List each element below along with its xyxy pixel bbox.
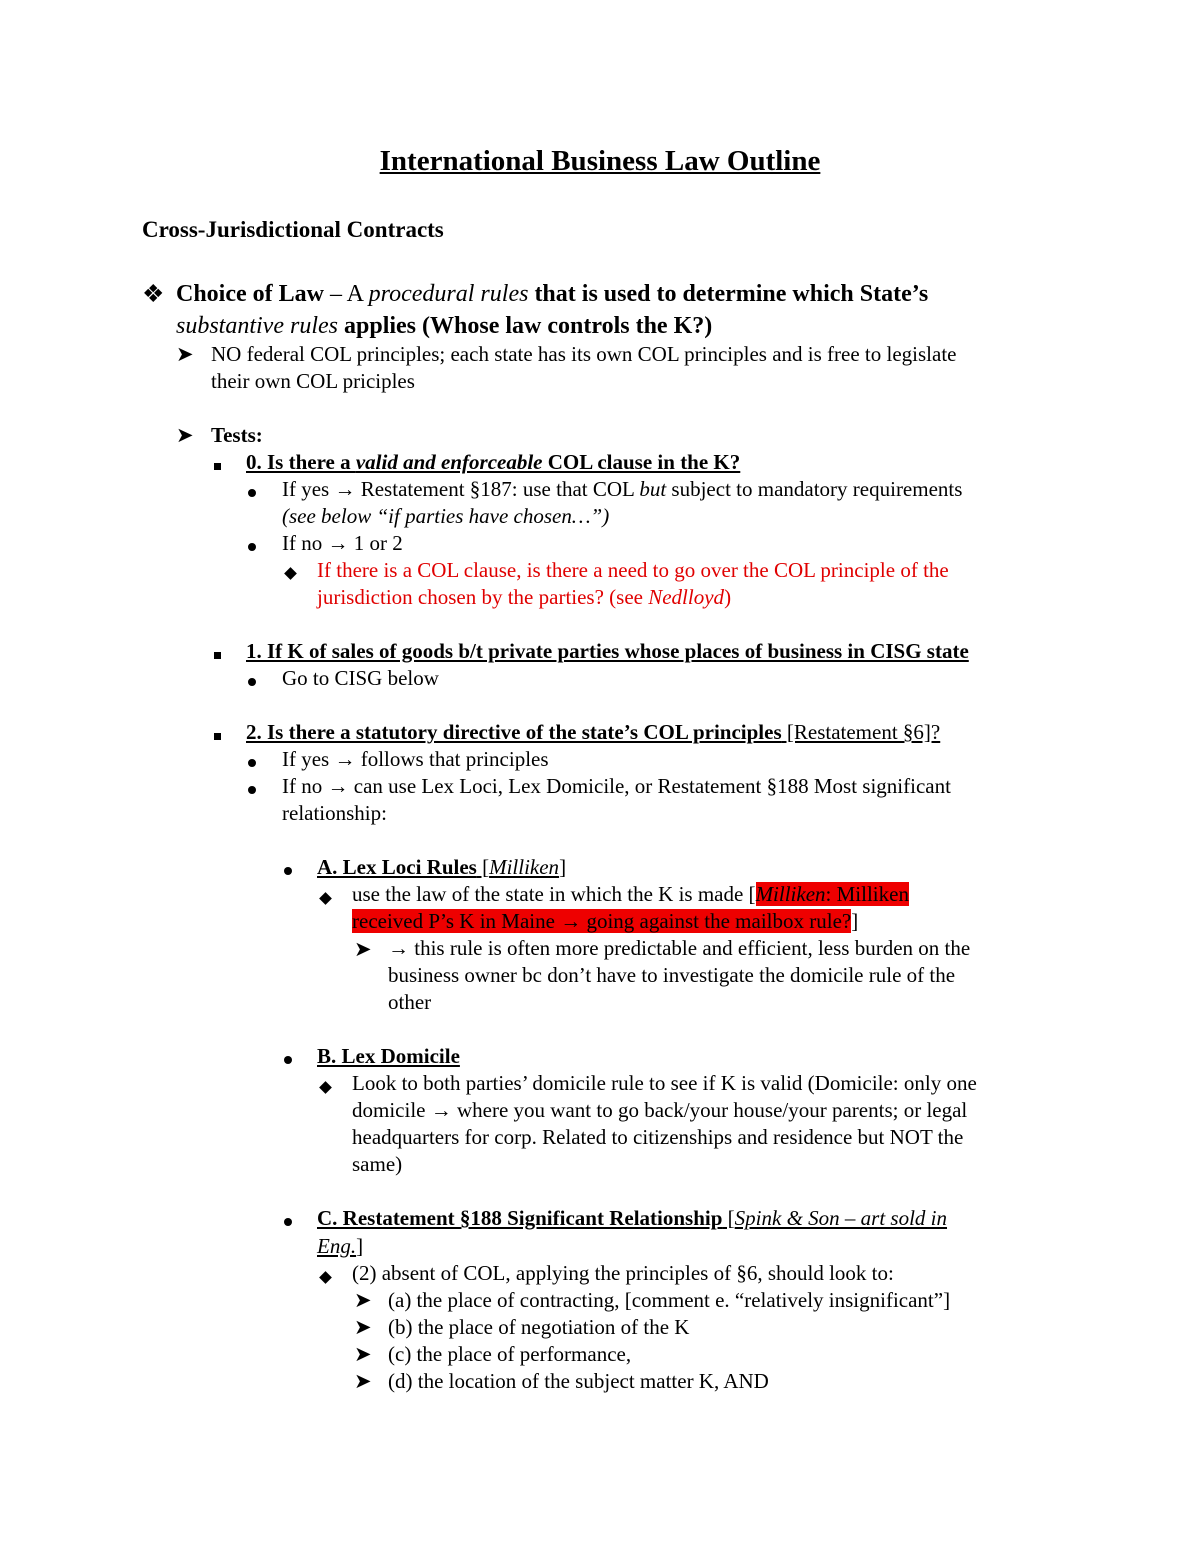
choice-of-law-term: Choice of Law xyxy=(176,281,324,307)
applies-text: applies ( xyxy=(338,313,431,339)
dot-bullet-icon xyxy=(248,747,256,774)
lex-loci-note-line3: other xyxy=(388,990,432,1014)
arrow-bullet-icon: ➤ xyxy=(176,342,194,366)
milliken-case: Milliken xyxy=(755,882,826,906)
lex-loci-title: A. Lex Loci Rules xyxy=(317,855,477,879)
lex-loci-bracket-close: ] xyxy=(559,855,567,879)
test-2-no-line2: relationship: xyxy=(282,801,387,825)
restatement-188-intro: (2) absent of COL, applying the principles of §6, should look to: xyxy=(352,1261,894,1285)
dot-bullet-icon xyxy=(284,1206,292,1233)
nedlloyd-case: Nedlloyd xyxy=(648,585,725,609)
right-arrow-icon: → xyxy=(430,1098,452,1122)
restatement-188-item: (d) the location of the subject matter K, AND xyxy=(388,1369,769,1393)
diamond-bullet-icon xyxy=(321,1072,330,1099)
yes-text: If yes xyxy=(282,747,335,771)
lex-loci-rule-text: use the law of the state in which the K is made [ xyxy=(352,882,756,906)
test-1-question: 1. If K of sales of goods b/t private parties whose places of business in CISG state xyxy=(246,639,969,663)
mandatory-text: subject to mandatory requirements xyxy=(666,477,963,501)
red-line2-close: ) xyxy=(724,585,732,609)
highlight-text: : Milliken xyxy=(825,882,909,906)
highlighted-note xyxy=(352,909,851,933)
tests-label: Tests: xyxy=(211,423,263,447)
spink-case: Spink & Son – art sold in xyxy=(734,1206,948,1230)
lex-domicile-line4: same) xyxy=(352,1152,403,1176)
dot-bullet-icon xyxy=(284,1044,292,1071)
procedural-rules-text: procedural rules xyxy=(368,281,529,307)
col-note-line2: their own COL priciples xyxy=(211,369,415,393)
bracket-open: [ xyxy=(722,1206,735,1230)
no-outcome-text: can use Lex Loci, Lex Domicile, or Restatement §188 Most significant xyxy=(348,774,951,798)
square-bullet-icon xyxy=(214,720,221,747)
restatement-188-item: (c) the place of performance, xyxy=(388,1342,632,1366)
lex-domicile-title: B. Lex Domicile xyxy=(317,1044,460,1068)
arrow-bullet-icon: ➤ xyxy=(354,1369,372,1393)
restatement-188-item: (b) the place of negotiation of the K xyxy=(388,1315,690,1339)
arrow-bullet-icon: ➤ xyxy=(354,1288,372,1312)
no-outcome-text: 1 or 2 xyxy=(348,531,403,555)
test-0-yes-line1 xyxy=(282,476,962,503)
right-arrow-icon: → xyxy=(327,531,349,555)
section-heading: Cross-Jurisdictional Contracts xyxy=(142,217,444,242)
lex-domicile-line3: headquarters for corp. Related to citizenships and residence but NOT the xyxy=(352,1125,964,1149)
right-arrow-icon: → xyxy=(388,936,409,960)
right-arrow-icon: → xyxy=(327,774,349,798)
test-0-suffix: COL clause in the K? xyxy=(542,450,741,474)
test-0-prefix: 0. Is there a xyxy=(246,450,356,474)
square-bullet-icon xyxy=(214,450,221,477)
restatement-188-item: (a) the place of contracting, [comment e. “relatively insignificant”] xyxy=(388,1288,951,1312)
restatement-187-text: Restatement §187: use that COL xyxy=(355,477,640,501)
test-2-bracket: [Restatement §6]? xyxy=(781,720,941,744)
dot-bullet-icon xyxy=(248,774,256,801)
red-line2-text: jurisdiction chosen by the parties? (see xyxy=(317,585,649,609)
lex-loci-bracket-open: [ xyxy=(476,855,490,879)
choice-of-law-line2 xyxy=(176,311,712,342)
dot-bullet-icon xyxy=(284,855,292,882)
note-text: this rule is often more predictable and efficient, less burden on the xyxy=(409,936,971,960)
yes-outcome-text: follows that principles xyxy=(355,747,549,771)
no-text: If no xyxy=(282,774,328,798)
lex-loci-rule-line2 xyxy=(352,908,858,935)
yes-text: If yes xyxy=(282,477,335,501)
red-question-line2 xyxy=(317,584,731,611)
highlight-text: received P’s K in Maine xyxy=(352,909,561,933)
lex-loci-rule-line1 xyxy=(352,881,909,908)
dot-bullet-icon xyxy=(248,666,256,693)
domicile-text: domicile xyxy=(352,1098,431,1122)
spink-case: Eng. xyxy=(317,1234,357,1258)
restatement-188-heading-line2 xyxy=(317,1233,363,1260)
test-0-italic: valid and enforceable xyxy=(355,450,543,474)
col-close: ) xyxy=(704,313,713,339)
col-note-line1: NO federal COL principles; each state has its own COL principles and is free to legislate xyxy=(211,342,957,366)
test-2-no-line1 xyxy=(282,773,951,800)
milliken-case: Milliken xyxy=(489,855,560,879)
right-arrow-icon: → xyxy=(334,477,356,501)
diamond-cluster-bullet-icon: ❖ xyxy=(142,281,165,308)
diamond-bullet-icon xyxy=(321,1262,330,1289)
lex-domicile-line1: Look to both parties’ domicile rule to see if K is valid (Domicile: only one xyxy=(352,1071,977,1095)
no-text: If no xyxy=(282,531,328,555)
but-text: but xyxy=(639,477,667,501)
arrow-bullet-icon: ➤ xyxy=(354,1315,372,1339)
red-question-line1: If there is a COL clause, is there a need to go over the COL principle of the xyxy=(317,558,949,582)
document-title: International Business Law Outline xyxy=(379,145,821,177)
highlighted-note xyxy=(756,882,909,906)
arrow-bullet-icon: ➤ xyxy=(354,937,372,961)
test-2-question xyxy=(246,719,940,746)
dot-bullet-icon xyxy=(248,477,256,504)
choice-of-law-line1 xyxy=(176,279,928,310)
col-question: Whose law controls the K? xyxy=(430,313,705,339)
test-1-sub: Go to CISG below xyxy=(282,666,439,690)
square-bullet-icon xyxy=(214,639,221,666)
right-arrow-icon: → xyxy=(334,747,356,771)
highlight-text: going against the mailbox rule? xyxy=(581,909,852,933)
col-text: that is used to determine which State’s xyxy=(528,281,929,307)
test-2-text: 2. Is there a statutory directive of the state’s COL principles xyxy=(246,720,782,744)
test-0-no-line xyxy=(282,530,403,557)
arrow-bullet-icon: ➤ xyxy=(354,1342,372,1366)
bracket-close: ] xyxy=(851,909,859,933)
domicile-text: where you want to go back/your house/your parents; or legal xyxy=(451,1098,968,1122)
col-dash: – A xyxy=(323,281,369,307)
lex-loci-heading xyxy=(317,854,566,881)
dot-bullet-icon xyxy=(248,531,256,558)
diamond-bullet-icon xyxy=(321,883,330,910)
lex-loci-note-line1 xyxy=(388,935,970,962)
lex-domicile-line2 xyxy=(352,1097,967,1124)
restatement-188-heading xyxy=(317,1205,947,1232)
right-arrow-icon: → xyxy=(560,909,582,933)
lex-loci-note-line2: business owner bc don’t have to investigate the domicile rule of the xyxy=(388,963,956,987)
bracket-close: ] xyxy=(356,1234,364,1258)
test-0-question xyxy=(246,449,740,476)
test-0-yes-line2: (see below “if parties have chosen…”) xyxy=(282,504,610,528)
test-2-yes-line xyxy=(282,746,549,773)
arrow-bullet-icon: ➤ xyxy=(176,423,194,447)
diamond-bullet-icon xyxy=(286,558,295,585)
substantive-rules-text: substantive rules xyxy=(176,313,338,339)
restatement-188-title: C. Restatement §188 Significant Relationship xyxy=(317,1206,723,1230)
